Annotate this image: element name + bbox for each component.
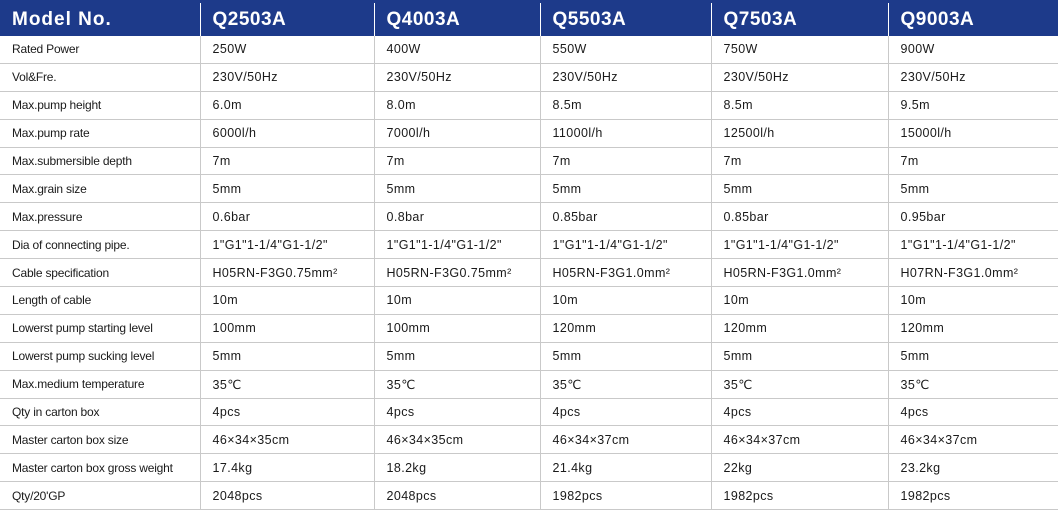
table-row (0, 398, 1058, 426)
spec-value-cell: 1982pcs (711, 482, 888, 510)
spec-value-cell: 4pcs (711, 398, 888, 426)
row-label: Master carton box size (0, 426, 200, 454)
spec-value-cell: 5mm (374, 175, 540, 203)
spec-value-cell: 23.2kg (888, 454, 1058, 482)
spec-value-cell: 4pcs (374, 398, 540, 426)
spec-value-cell: 7m (540, 147, 711, 175)
spec-value-cell: H05RN-F3G0.75mm² (374, 259, 540, 287)
header-model-q4003a: Q4003A (374, 2, 540, 37)
table-row (0, 147, 1058, 175)
spec-value-cell: 5mm (200, 175, 374, 203)
spec-value-cell: 46×34×35cm (200, 426, 374, 454)
table-header (0, 2, 1058, 37)
spec-value-cell: H05RN-F3G1.0mm² (540, 259, 711, 287)
spec-value-cell: 21.4kg (540, 454, 711, 482)
table-row (0, 426, 1058, 454)
spec-value-cell: 0.85bar (711, 203, 888, 231)
spec-value-cell: 120mm (540, 314, 711, 342)
spec-value-cell: 230V/50Hz (374, 63, 540, 91)
spec-value-cell: 1982pcs (540, 482, 711, 510)
table-body (0, 36, 1058, 510)
spec-value-cell: 750W (711, 36, 888, 63)
spec-value-cell: 0.95bar (888, 203, 1058, 231)
row-label: Max.pump height (0, 91, 200, 119)
row-label: Lowerst pump starting level (0, 314, 200, 342)
spec-value-cell: 1"G1"1-1/4"G1-1/2" (374, 231, 540, 259)
row-label: Max.pump rate (0, 119, 200, 147)
spec-value-cell: 10m (200, 287, 374, 315)
spec-value-cell: 10m (374, 287, 540, 315)
table-row (0, 91, 1058, 119)
header-model-q7503a: Q7503A (711, 2, 888, 37)
row-label: Vol&Fre. (0, 63, 200, 91)
spec-value-cell: 2048pcs (374, 482, 540, 510)
row-label: Length of cable (0, 287, 200, 315)
spec-value-cell: 35℃ (374, 370, 540, 398)
spec-value-cell: 6000l/h (200, 119, 374, 147)
row-label: Max.medium temperature (0, 370, 200, 398)
spec-value-cell: H05RN-F3G0.75mm² (200, 259, 374, 287)
header-model-q2503a: Q2503A (200, 2, 374, 37)
row-label: Dia of connecting pipe. (0, 231, 200, 259)
spec-value-cell: 35℃ (888, 370, 1058, 398)
spec-value-cell: 100mm (200, 314, 374, 342)
table-row (0, 482, 1058, 510)
spec-value-cell: 46×34×35cm (374, 426, 540, 454)
spec-value-cell: 35℃ (711, 370, 888, 398)
spec-value-cell: 1982pcs (888, 482, 1058, 510)
spec-value-cell: 5mm (711, 175, 888, 203)
table-row (0, 175, 1058, 203)
table-row (0, 259, 1058, 287)
row-label: Lowerst pump sucking level (0, 342, 200, 370)
spec-value-cell: 5mm (540, 342, 711, 370)
row-label: Max.pressure (0, 203, 200, 231)
row-label: Master carton box gross weight (0, 454, 200, 482)
spec-value-cell: 46×34×37cm (711, 426, 888, 454)
spec-value-cell: 7m (200, 147, 374, 175)
table-row (0, 370, 1058, 398)
spec-value-cell: 9.5m (888, 91, 1058, 119)
spec-value-cell: 35℃ (200, 370, 374, 398)
spec-value-cell: 4pcs (888, 398, 1058, 426)
table-row (0, 231, 1058, 259)
table-row (0, 342, 1058, 370)
spec-value-cell: H05RN-F3G1.0mm² (711, 259, 888, 287)
table-row (0, 454, 1058, 482)
spec-value-cell: 1"G1"1-1/4"G1-1/2" (200, 231, 374, 259)
spec-value-cell: 0.8bar (374, 203, 540, 231)
header-model-q5503a: Q5503A (540, 2, 711, 37)
spec-value-cell: 18.2kg (374, 454, 540, 482)
spec-value-cell: 10m (540, 287, 711, 315)
spec-value-cell: H07RN-F3G1.0mm² (888, 259, 1058, 287)
spec-value-cell: 5mm (540, 175, 711, 203)
spec-value-cell: 35℃ (540, 370, 711, 398)
spec-value-cell: 15000l/h (888, 119, 1058, 147)
table-row (0, 63, 1058, 91)
header-model-no: Model No. (0, 2, 200, 37)
table-row (0, 36, 1058, 63)
spec-value-cell: 1"G1"1-1/4"G1-1/2" (711, 231, 888, 259)
spec-value-cell: 46×34×37cm (888, 426, 1058, 454)
spec-value-cell: 0.85bar (540, 203, 711, 231)
row-label: Rated Power (0, 36, 200, 63)
spec-value-cell: 22kg (711, 454, 888, 482)
spec-value-cell: 7000l/h (374, 119, 540, 147)
spec-value-cell: 12500l/h (711, 119, 888, 147)
spec-value-cell: 900W (888, 36, 1058, 63)
spec-value-cell: 400W (374, 36, 540, 63)
table-row (0, 203, 1058, 231)
spec-value-cell: 10m (711, 287, 888, 315)
spec-value-cell: 0.6bar (200, 203, 374, 231)
table-row (0, 119, 1058, 147)
spec-value-cell: 7m (888, 147, 1058, 175)
spec-value-cell: 8.0m (374, 91, 540, 119)
spec-value-cell: 5mm (200, 342, 374, 370)
spec-value-cell: 10m (888, 287, 1058, 315)
spec-value-cell: 8.5m (540, 91, 711, 119)
spec-value-cell: 120mm (888, 314, 1058, 342)
spec-value-cell: 7m (374, 147, 540, 175)
spec-value-cell: 550W (540, 36, 711, 63)
spec-value-cell: 120mm (711, 314, 888, 342)
spec-value-cell: 8.5m (711, 91, 888, 119)
spec-value-cell: 1"G1"1-1/4"G1-1/2" (888, 231, 1058, 259)
spec-value-cell: 17.4kg (200, 454, 374, 482)
spec-value-cell: 5mm (374, 342, 540, 370)
spec-value-cell: 100mm (374, 314, 540, 342)
table-row (0, 314, 1058, 342)
header-row (0, 2, 1058, 37)
spec-value-cell: 5mm (888, 175, 1058, 203)
spec-value-cell: 6.0m (200, 91, 374, 119)
spec-value-cell: 1"G1"1-1/4"G1-1/2" (540, 231, 711, 259)
row-label: Cable specification (0, 259, 200, 287)
spec-value-cell: 46×34×37cm (540, 426, 711, 454)
table-row (0, 287, 1058, 315)
spec-value-cell: 250W (200, 36, 374, 63)
header-model-q9003a: Q9003A (888, 2, 1058, 37)
spec-value-cell: 230V/50Hz (888, 63, 1058, 91)
spec-value-cell: 11000l/h (540, 119, 711, 147)
spec-value-cell: 4pcs (200, 398, 374, 426)
spec-value-cell: 4pcs (540, 398, 711, 426)
spec-value-cell: 230V/50Hz (711, 63, 888, 91)
row-label: Qty/20'GP (0, 482, 200, 510)
spec-value-cell: 5mm (888, 342, 1058, 370)
spec-value-cell: 230V/50Hz (540, 63, 711, 91)
spec-value-cell: 2048pcs (200, 482, 374, 510)
spec-value-cell: 230V/50Hz (200, 63, 374, 91)
row-label: Qty in carton box (0, 398, 200, 426)
spec-value-cell: 5mm (711, 342, 888, 370)
row-label: Max.grain size (0, 175, 200, 203)
spec-value-cell: 7m (711, 147, 888, 175)
row-label: Max.submersible depth (0, 147, 200, 175)
